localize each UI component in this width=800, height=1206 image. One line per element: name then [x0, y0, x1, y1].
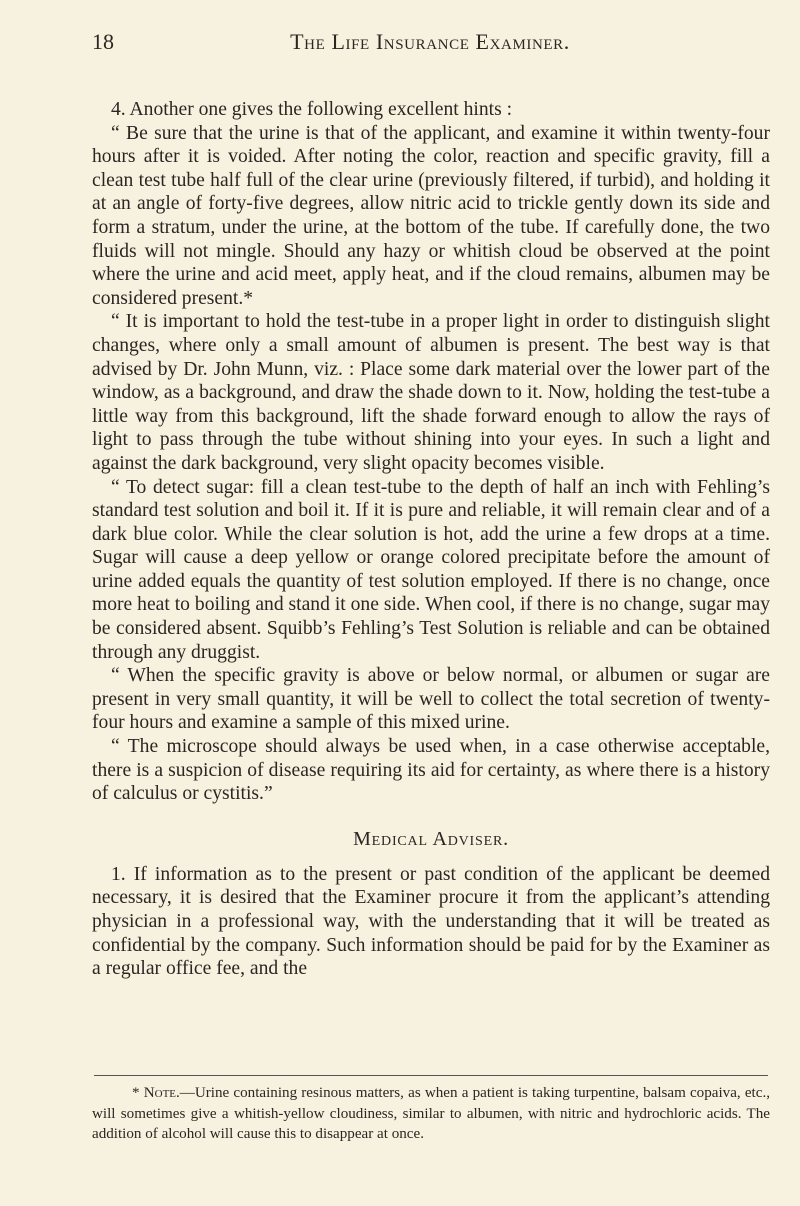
running-head-title: The Life Insurance Examiner. [290, 29, 570, 54]
paragraph-medical-adviser-1: 1. If information as to the present or past condition of the applicant be deemed necessary, it is desired that the Examiner procure it from the applicant’s attending physician in a professional way, with the understanding that it will be treated as confidential by the company. Such information should be paid for by the Examiner as a regular office fee, and the [92, 863, 770, 980]
footnote [92, 1083, 770, 1145]
section-heading-medical-adviser: Medical Adviser. [353, 827, 509, 850]
paragraph-hints-intro: 4. Another one gives the following excellent hints : [111, 99, 513, 120]
footnote-paragraph [92, 1083, 770, 1145]
paragraph-test-tube-light: “ It is important to hold the test-tube in a proper light in order to distinguish slight changes, where only a small amount of albumen is present. The best way is that advised by Dr. John Munn, viz. : Place some dark material over the lower part of the window, as a background, and draw the shade down to it. Now, holding the test-tube a little way from this background, lift the shade forward enough to allow the rays of light to pass through the tube without shining into your eyes. In such a light and against the dark background, very slight opacity becomes visible. [92, 311, 770, 474]
footnote-marker: * [132, 1085, 144, 1101]
paragraph-albumen-test: “ Be sure that the urine is that of the applicant, and examine it within twenty-four hours after it is voided. After noting the color, reaction and specific gravity, fill a clean test tube half full of the clear urine (previously filtered, if turbid), and holding it at an angle of forty-five degrees, allow nitric acid to trickle gently down its side and form a stratum, under the urine, at the bottom of the tube. If carefully done, the two fluids will not mingle. Should any hazy or whitish cloud be observed at the point where the urine and acid meet, apply heat, and if the cloud remains, albumen may be considered present.* [92, 122, 770, 309]
footnote-text: —Urine containing resinous matters, as when a patient is taking turpentine, balsam copaiva, etc., will sometimes give a whitish-yellow cloudiness, similar to albumen, with nitric and hydrochloric acids. The addition of alcohol will cause this to disappear at once. [92, 1085, 770, 1142]
running-head [92, 27, 768, 57]
paragraph-specific-gravity: “ When the specific gravity is above or below normal, or albumen or sugar are present in very small quantity, it will be well to collect the total secretion of twenty-four hours and examine a sample of this mixed urine. [92, 665, 770, 734]
paragraph-sugar-test: “ To detect sugar: fill a clean test-tube to the depth of half an inch with Fehling’s standard test solution and boil it. If it is pure and reliable, it will remain clear and of a dark blue color. While the clear solution is hot, add the urine a few drops at a time. Sugar will cause a deep yellow or orange colored precipitate before the amount of urine added equals the quantity of test solution employed. If there is no change, once more heat to boiling and stand it one side. When cool, if there is no change, sugar may be considered absent. Squibb’s Fehling’s Test Solution is reliable and can be obtained through any druggist. [92, 476, 770, 663]
footnote-label: Note. [143, 1085, 180, 1101]
page-number: 18 [92, 29, 114, 54]
body-text [92, 98, 770, 981]
footnote-divider [94, 1075, 768, 1076]
paragraph-microscope: “ The microscope should always be used when, in a case otherwise acceptable, there is a suspicion of disease requiring its aid for certainty, as where there is a history of calculus or cystitis.” [92, 736, 770, 805]
